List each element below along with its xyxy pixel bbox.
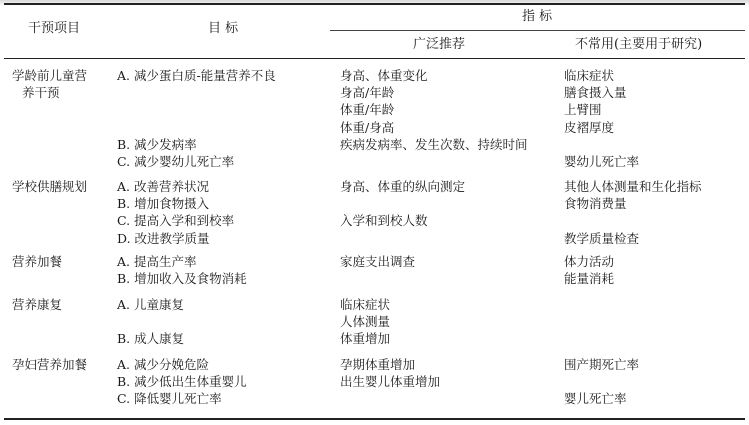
recommended-indicator-cell: 孕期体重增加	[340, 357, 416, 372]
research-indicator-cell: 临床症状	[564, 68, 615, 83]
goal-cell: C. 提高入学和到校率	[117, 213, 235, 229]
recommended-indicator-cell: 体重/年龄	[340, 102, 395, 118]
research-indicator-cell: 食物消费量	[564, 196, 627, 212]
intervention-name: 营养康复	[12, 297, 63, 312]
recommended-indicator-cell: 体重增加	[340, 331, 391, 347]
goal-cell: B. 减少低出生体重婴儿	[117, 374, 247, 390]
goal-cell: A. 改善营养状况	[117, 179, 209, 194]
goal-cell: A. 提高生产率	[117, 254, 197, 269]
goal-cell: B. 增加食物摄入	[117, 196, 210, 212]
header-research-only: 不常用(主要用于研究)	[575, 37, 703, 52]
intervention-name: 营养加餐	[12, 254, 63, 269]
header-recommended: 广泛推荐	[413, 37, 466, 52]
recommended-indicator-cell: 家庭支出调查	[340, 254, 416, 269]
intervention-name: 学龄前儿童营	[12, 68, 88, 83]
header-intervention: 干预项目	[28, 21, 81, 36]
research-indicator-cell: 教学质量检查	[564, 230, 640, 246]
research-indicator-cell: 其他人体测量和生化指标	[564, 179, 702, 194]
research-indicator-cell: 婴儿死亡率	[564, 391, 627, 407]
research-indicator-cell: 膳食摄入量	[564, 85, 627, 101]
table-top-rule	[4, 3, 745, 5]
intervention-name: 学校供膳规划	[12, 179, 88, 194]
goal-cell: B. 增加收入及食物消耗	[117, 271, 247, 287]
research-indicator-cell: 皮褶厚度	[564, 119, 615, 135]
research-indicator-cell: 体力活动	[564, 254, 615, 269]
goal-cell: B. 成人康复	[117, 331, 185, 347]
research-indicator-cell: 能量消耗	[564, 271, 615, 287]
intervention-name: 养干预	[22, 85, 60, 101]
research-indicator-cell: 围产期死亡率	[564, 357, 640, 372]
indicator-group-rule	[330, 30, 745, 31]
research-indicator-cell: 婴幼儿死亡率	[564, 154, 640, 169]
table-bottom-rule	[4, 418, 745, 420]
goal-cell: A. 减少蛋白质-能量营养不良	[117, 68, 276, 83]
recommended-indicator-cell: 入学和到校人数	[340, 213, 428, 229]
header-indicators: 指 标	[522, 9, 553, 24]
header-goal: 目 标	[208, 21, 239, 36]
header-bottom-rule	[4, 58, 745, 59]
recommended-indicator-cell: 临床症状	[340, 297, 391, 312]
recommended-indicator-cell: 人体测量	[340, 314, 391, 330]
recommended-indicator-cell: 身高/年龄	[340, 85, 395, 101]
intervention-name: 孕妇营养加餐	[12, 357, 88, 372]
recommended-indicator-cell: 身高、体重的纵向测定	[340, 179, 466, 194]
recommended-indicator-cell: 疾病发病率、发生次数、持续时间	[340, 136, 528, 152]
recommended-indicator-cell: 体重/身高	[340, 119, 395, 135]
goal-cell: A. 减少分娩危险	[117, 357, 209, 372]
goal-cell: B. 减少发病率	[117, 136, 197, 152]
recommended-indicator-cell: 身高、体重变化	[340, 68, 428, 83]
goal-cell: D. 改进教学质量	[117, 230, 210, 246]
goal-cell: C. 降低婴儿死亡率	[117, 391, 222, 407]
recommended-indicator-cell: 出生婴儿体重增加	[340, 374, 441, 390]
goal-cell: A. 儿童康复	[117, 297, 184, 312]
goal-cell: C. 减少婴幼儿死亡率	[117, 154, 235, 169]
research-indicator-cell: 上臂围	[564, 102, 602, 118]
